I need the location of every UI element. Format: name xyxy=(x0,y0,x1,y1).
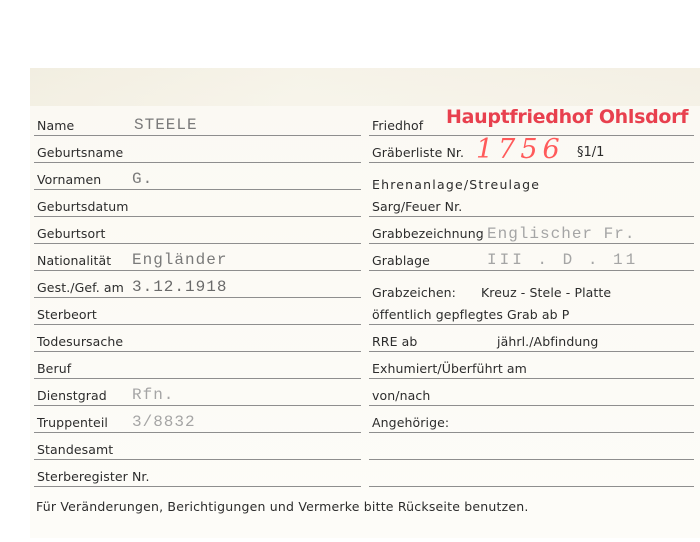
underline xyxy=(369,405,694,406)
field-geburtsdatum xyxy=(34,191,361,217)
field-geburtsname xyxy=(34,137,361,163)
label-geburtsort: Geburtsort xyxy=(37,226,106,241)
underline xyxy=(34,351,361,352)
field-name xyxy=(34,110,361,136)
label-exhumiert: Exhumiert/Überführt am xyxy=(372,361,527,376)
underline xyxy=(369,270,694,271)
field-blank-2 xyxy=(369,461,694,487)
underline xyxy=(34,324,361,325)
field-nationalitaet xyxy=(34,245,361,271)
field-vornamen xyxy=(34,164,361,190)
field-grabbezeichnung xyxy=(369,218,694,244)
label-beruf: Beruf xyxy=(37,361,72,376)
label-grabzeichen: Grabzeichen: xyxy=(372,285,456,300)
graeberliste-number: 1756 xyxy=(476,134,565,165)
label-ehrenanlage: Ehrenanlage/Streulage xyxy=(372,177,541,192)
label-sarg: Sarg/Feuer Nr. xyxy=(372,199,463,214)
underline xyxy=(369,486,694,487)
underline xyxy=(369,459,694,460)
field-geburtsort xyxy=(34,218,361,244)
label-todesursache: Todesursache xyxy=(37,334,124,349)
underline xyxy=(34,270,361,271)
underline xyxy=(34,297,361,298)
label-name: Name xyxy=(37,118,75,133)
field-rre xyxy=(369,326,694,352)
card-top-strip xyxy=(30,68,700,106)
value-nationalitaet: Engländer xyxy=(132,251,228,269)
field-sterberegister xyxy=(34,461,361,487)
label-dienstgrad: Dienstgrad xyxy=(37,388,107,403)
field-sarg xyxy=(369,191,694,217)
underline xyxy=(369,432,694,433)
value-name: STEELE xyxy=(134,116,198,134)
graeberliste-para: §1/1 xyxy=(577,145,605,160)
field-gestorben-am xyxy=(34,272,361,298)
value-dienstgrad: Rfn. xyxy=(132,386,175,404)
value-rre: jährl./Abfindung xyxy=(497,334,599,349)
field-truppenteil xyxy=(34,407,361,433)
field-sterbeort xyxy=(34,299,361,325)
underline xyxy=(34,405,361,406)
underline xyxy=(34,243,361,244)
field-grablage xyxy=(369,245,694,271)
label-geburtsdatum: Geburtsdatum xyxy=(37,199,129,214)
underline xyxy=(369,324,694,325)
underline xyxy=(34,135,361,136)
value-vornamen: G. xyxy=(132,170,154,188)
label-friedhof: Friedhof xyxy=(372,118,424,133)
label-standesamt: Standesamt xyxy=(37,442,114,457)
underline xyxy=(34,189,361,190)
value-truppenteil: 3/8832 xyxy=(132,413,196,431)
value-grabzeichen: Kreuz - Stele - Platte xyxy=(481,285,612,300)
underline xyxy=(34,378,361,379)
field-beruf xyxy=(34,353,361,379)
label-sterbeort: Sterbeort xyxy=(37,307,97,322)
underline xyxy=(34,486,361,487)
value-grabbezeichnung: Englischer Fr. xyxy=(487,225,636,243)
label-grabbezeichnung: Grabbezeichnung xyxy=(372,226,484,241)
friedhof-stamp: Hauptfriedhof Ohlsdorf xyxy=(446,106,689,128)
label-vornamen: Vornamen xyxy=(37,172,102,187)
underline xyxy=(34,162,361,163)
underline xyxy=(369,378,694,379)
field-standesamt xyxy=(34,434,361,460)
value-gestorben-am: 3.12.1918 xyxy=(132,278,228,296)
label-vonnach: von/nach xyxy=(372,388,431,403)
label-graeberliste: Gräberliste Nr. xyxy=(372,145,465,160)
label-sterberegister: Sterberegister Nr. xyxy=(37,469,150,484)
field-blank-1 xyxy=(369,434,694,460)
field-angehoerige xyxy=(369,407,694,433)
label-angehoerige: Angehörige: xyxy=(372,415,450,430)
footer-note: Für Veränderungen, Berichtigungen und Vermerke bitte Rückseite benutzen. xyxy=(36,499,529,514)
underline xyxy=(369,243,694,244)
label-rre: RRE ab xyxy=(372,334,418,349)
underline xyxy=(34,459,361,460)
label-geburtsname: Geburtsname xyxy=(37,145,124,160)
field-exhumiert xyxy=(369,353,694,379)
label-grablage: Grablage xyxy=(372,253,430,268)
value-grablage: III . D . 11 xyxy=(487,251,639,269)
field-dienstgrad xyxy=(34,380,361,406)
underline xyxy=(34,432,361,433)
label-truppenteil: Truppenteil xyxy=(37,415,108,430)
field-todesursache xyxy=(34,326,361,352)
field-vonnach xyxy=(369,380,694,406)
underline xyxy=(34,216,361,217)
underline xyxy=(369,216,694,217)
label-gestorben-am: Gest./Gef. am xyxy=(37,280,124,295)
underline xyxy=(369,351,694,352)
field-oeffentlich xyxy=(369,299,694,325)
label-oeffentlich: öffentlich gepflegtes Grab ab P xyxy=(372,307,570,322)
label-nationalitaet: Nationalität xyxy=(37,253,112,268)
